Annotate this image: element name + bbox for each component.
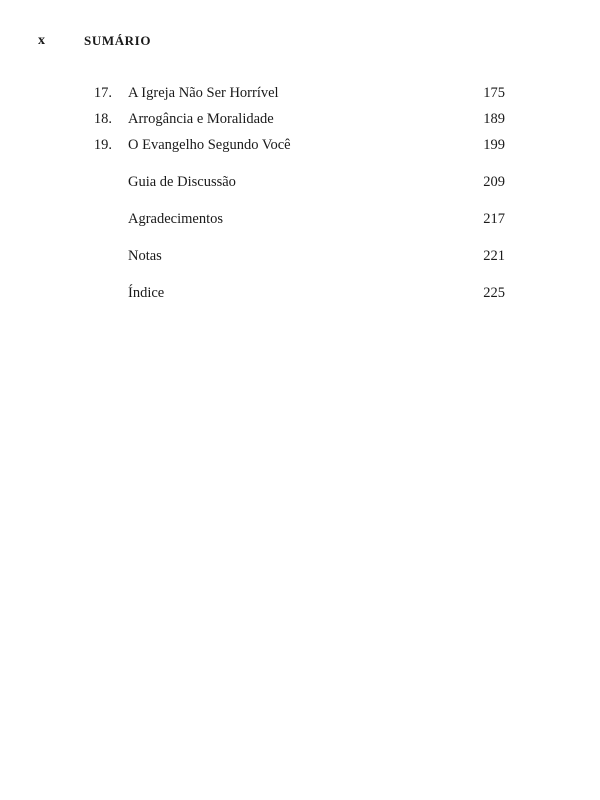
toc-entry [0,137,600,157]
chapter-title: Agradecimentos [128,211,224,227]
chapter-page: 189 [483,111,505,127]
chapter-title: O Evangelho Segundo Você [128,137,291,153]
chapter-number: 17. [93,85,112,101]
page-title: SUMÁRIO [84,33,152,48]
toc-entry [0,111,600,131]
chapter-page: 225 [483,285,505,301]
chapter-title: Índice [128,285,165,301]
chapter-title: Arrogância e Moralidade [128,111,274,127]
chapter-page: 221 [483,248,505,264]
chapter-number: 18. [93,111,112,127]
toc-entry [0,211,600,231]
chapter-number: 19. [93,137,112,153]
page-number: x [38,33,45,48]
page-header [38,33,558,49]
chapter-title: Notas [128,248,162,264]
chapter-page: 199 [483,137,505,153]
toc-entry [0,85,600,105]
toc-entry [0,174,600,194]
chapter-title: Guia de Discussão [128,174,236,190]
toc-entry [0,248,600,268]
toc-entry [0,285,600,305]
chapter-page: 217 [483,211,505,227]
chapter-page: 175 [483,85,505,101]
chapter-page: 209 [483,174,505,190]
chapter-title: A Igreja Não Ser Horrível [128,85,279,101]
